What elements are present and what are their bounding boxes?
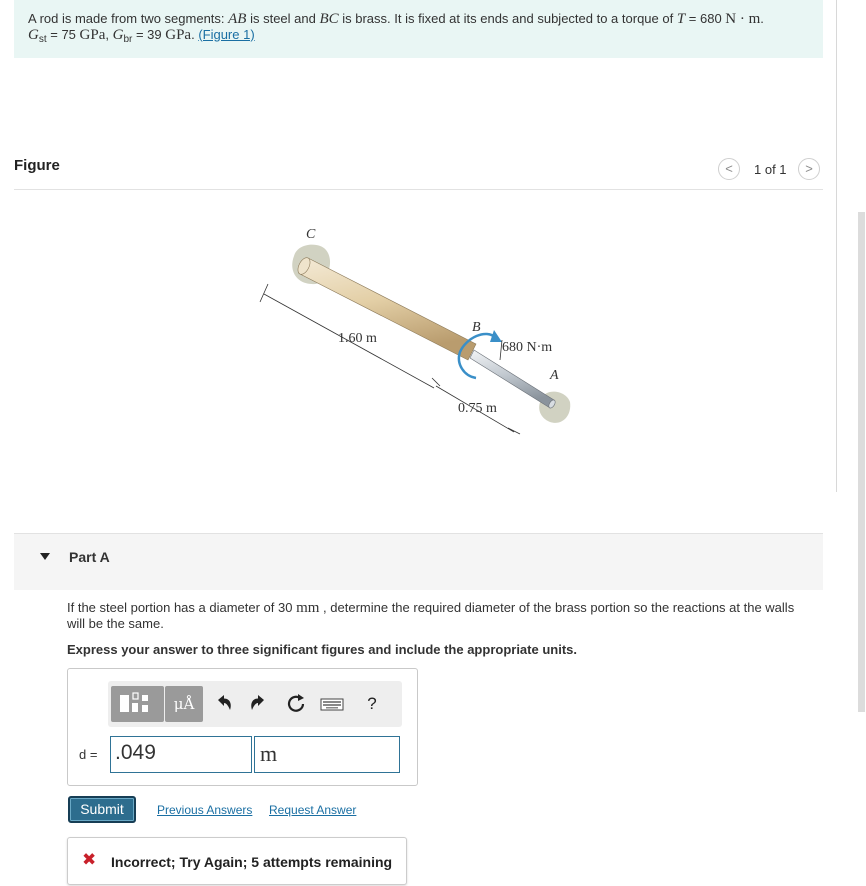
answer-unit-input[interactable]: m: [254, 736, 400, 773]
answer-variable-label: d =: [79, 747, 98, 762]
feedback-box: [67, 837, 407, 885]
torque-symbol: T: [676, 11, 686, 27]
label-dim-short: 0.75 m: [458, 401, 497, 416]
answer-value-input[interactable]: .049: [110, 736, 252, 773]
question-post: , determine the required diameter of the brass portion so the reactions at the walls will be the same.: [67, 600, 795, 631]
g-steel-unit: GPa: [79, 27, 106, 43]
label-a: A: [550, 368, 559, 383]
pager-label: 1 of 1: [754, 162, 787, 177]
previous-answers-link[interactable]: Previous Answers: [157, 803, 253, 817]
collapse-triangle-icon[interactable]: [40, 553, 50, 560]
g-brass-unit: GPa: [165, 27, 192, 43]
dim-tick: [260, 284, 268, 302]
g-brass-sub: br: [123, 34, 133, 45]
answer-box: [67, 668, 418, 786]
torque-value: = 680: [685, 11, 726, 26]
problem-text: is steel and: [246, 11, 320, 26]
keyboard-icon[interactable]: [318, 690, 346, 718]
figure-divider: [14, 189, 823, 190]
problem-text: is brass. It is fixed at its ends and subjected to a torque of: [338, 11, 677, 26]
part-a-label: Part A: [69, 549, 110, 565]
scrollbar-thumb[interactable]: [858, 212, 865, 712]
g-brass-symbol: G: [112, 27, 124, 43]
problem-statement: [14, 0, 823, 58]
segment-ab: AB: [228, 11, 247, 27]
g-brass-value: = 39: [132, 27, 166, 42]
panel-divider: [836, 0, 837, 492]
g-steel-sub: st: [38, 34, 47, 45]
problem-text: ,: [105, 27, 113, 42]
feedback-text: Incorrect; Try Again; 5 attempts remaining: [111, 854, 393, 870]
templates-icon: [111, 686, 164, 722]
brass-rod: [300, 258, 476, 360]
label-c: C: [306, 227, 316, 242]
symbols-button[interactable]: μÅ: [165, 686, 203, 722]
instruction-text: Express your answer to three significant figures and include the appropriate units.: [67, 642, 577, 657]
math-toolbar: [108, 681, 402, 727]
steel-rod: [470, 350, 554, 408]
figure-pager: [718, 156, 824, 182]
redo-icon[interactable]: [244, 690, 272, 718]
chevron-left-icon[interactable]: <: [718, 158, 740, 180]
rod-figure: [250, 212, 590, 442]
dim-tick: [432, 378, 440, 386]
problem-text: A rod is made from two segments:: [28, 11, 229, 26]
problem-text: .: [191, 27, 199, 42]
segment-bc: BC: [319, 11, 339, 27]
question-pre: If the steel portion has a diameter of 30: [67, 600, 297, 615]
submit-button[interactable]: Submit: [68, 796, 136, 823]
label-torque: 680 N·m: [502, 340, 553, 355]
request-answer-link[interactable]: Request Answer: [269, 803, 357, 817]
part-a-header[interactable]: [14, 534, 823, 590]
label-dim-long: 1.60 m: [338, 331, 377, 346]
help-icon[interactable]: ?: [367, 694, 377, 713]
g-steel-symbol: G: [28, 27, 39, 43]
dim-tick: [508, 428, 520, 434]
problem-text: .: [760, 11, 764, 26]
templates-button[interactable]: [111, 686, 164, 722]
reset-icon[interactable]: [282, 690, 310, 718]
question-text: [67, 600, 812, 632]
figure-title: Figure: [14, 157, 60, 174]
chevron-right-icon[interactable]: >: [798, 158, 820, 180]
figure-link[interactable]: (Figure 1): [198, 27, 255, 42]
torque-unit: N · m: [725, 11, 761, 27]
undo-icon[interactable]: [210, 690, 238, 718]
incorrect-icon: ✖: [82, 850, 97, 869]
question-unit: mm: [296, 600, 320, 616]
label-b: B: [472, 320, 481, 335]
g-steel-value: = 75: [46, 27, 80, 42]
